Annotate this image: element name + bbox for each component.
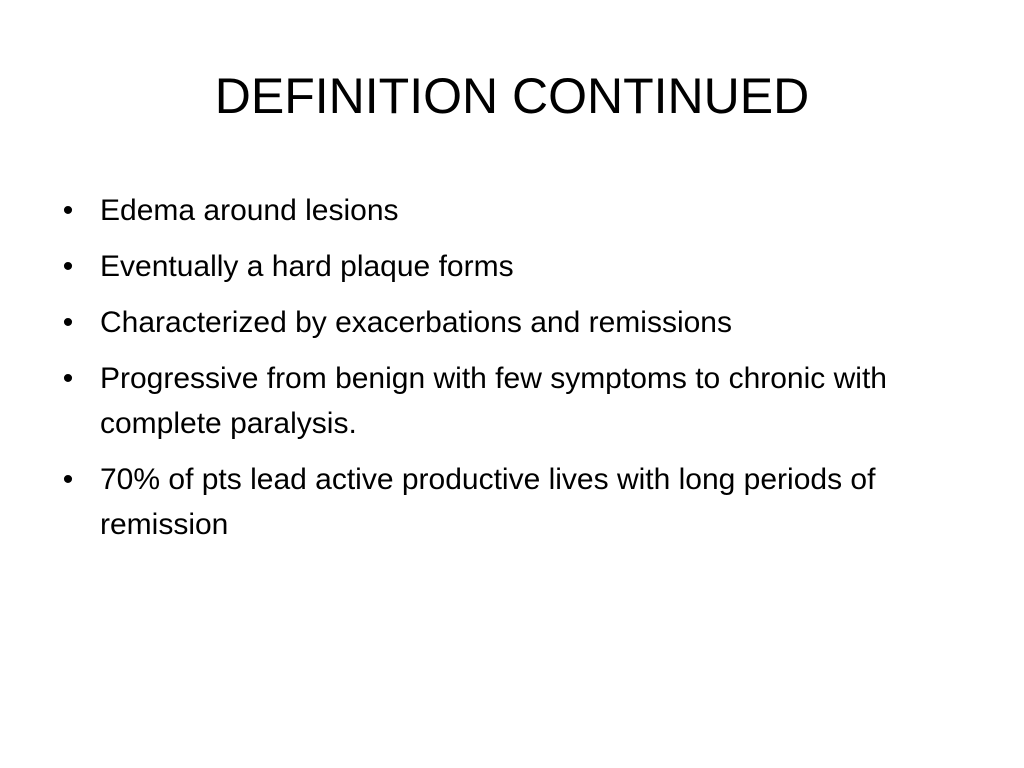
- bullet-icon: •: [62, 306, 74, 339]
- bullet-icon: •: [62, 194, 74, 227]
- bullet-text: 70% of pts lead active productive lives with long periods of remission: [100, 463, 876, 541]
- bullet-text: Characterized by exacerbations and remissions: [100, 306, 732, 339]
- list-item: [58, 356, 958, 446]
- bullet-text: Progressive from benign with few symptoms to chronic with complete paralysis.: [100, 362, 887, 440]
- bullet-list: [58, 188, 958, 558]
- bullet-text: Edema around lesions: [100, 194, 399, 227]
- slide-title: DEFINITION CONTINUED: [214, 68, 810, 124]
- bullet-icon: •: [62, 362, 74, 395]
- list-item: [58, 457, 958, 547]
- bullet-text: Eventually a hard plaque forms: [100, 250, 514, 283]
- bullet-icon: •: [62, 463, 74, 496]
- list-item: [58, 300, 958, 345]
- bullet-icon: •: [62, 250, 74, 283]
- list-item: [58, 244, 958, 289]
- list-item: [58, 188, 958, 233]
